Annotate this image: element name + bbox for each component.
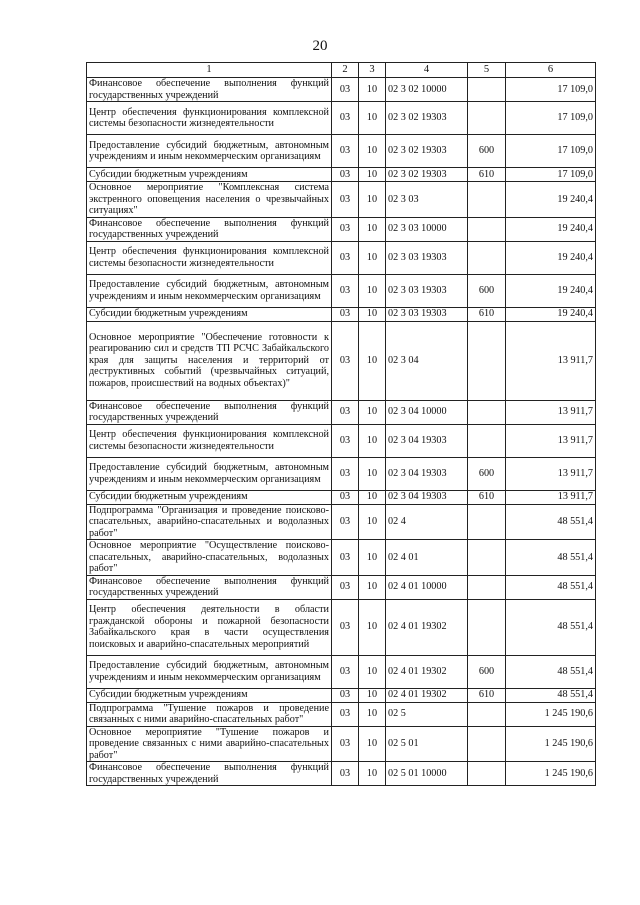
row-target-article: 02 3 03 bbox=[386, 182, 468, 218]
row-section: 03 bbox=[332, 688, 359, 702]
row-name: Субсидии бюджетным учреждениям bbox=[87, 168, 332, 182]
row-section: 03 bbox=[332, 504, 359, 540]
row-section: 03 bbox=[332, 321, 359, 400]
row-subsection: 10 bbox=[359, 424, 386, 457]
row-subsection: 10 bbox=[359, 540, 386, 576]
row-name: Финансовое обеспечение выполнения функций государственных учреждений bbox=[87, 762, 332, 786]
row-amount: 48 551,4 bbox=[506, 504, 596, 540]
header-col-4: 4 bbox=[386, 63, 468, 78]
row-subsection: 10 bbox=[359, 321, 386, 400]
row-section: 03 bbox=[332, 490, 359, 504]
row-subsection: 10 bbox=[359, 599, 386, 655]
row-amount: 48 551,4 bbox=[506, 655, 596, 688]
row-target-article: 02 4 01 bbox=[386, 540, 468, 576]
row-subsection: 10 bbox=[359, 168, 386, 182]
row-name: Центр обеспечения функционирования комплексной системы безопасности жизнедеятельности bbox=[87, 241, 332, 274]
row-section: 03 bbox=[332, 424, 359, 457]
row-subsection: 10 bbox=[359, 655, 386, 688]
row-section: 03 bbox=[332, 457, 359, 490]
table-row bbox=[87, 168, 596, 182]
row-name: Предоставление субсидий бюджетным, автономным учреждениям и иным некоммерческим организациям bbox=[87, 457, 332, 490]
row-amount: 17 109,0 bbox=[506, 135, 596, 168]
row-subsection: 10 bbox=[359, 702, 386, 726]
row-expense-type: 610 bbox=[468, 688, 506, 702]
row-expense-type bbox=[468, 762, 506, 786]
row-expense-type bbox=[468, 702, 506, 726]
table-row bbox=[87, 726, 596, 762]
row-expense-type: 600 bbox=[468, 655, 506, 688]
row-subsection: 10 bbox=[359, 78, 386, 102]
row-name: Основное мероприятие "Комплексная система экстренного оповещения населения о чрезвычайных ситуациях" bbox=[87, 182, 332, 218]
row-name: Финансовое обеспечение выполнения функций государственных учреждений bbox=[87, 217, 332, 241]
row-expense-type bbox=[468, 78, 506, 102]
header-col-2: 2 bbox=[332, 63, 359, 78]
row-section: 03 bbox=[332, 400, 359, 424]
row-amount: 13 911,7 bbox=[506, 457, 596, 490]
row-expense-type bbox=[468, 400, 506, 424]
table-row bbox=[87, 655, 596, 688]
row-expense-type bbox=[468, 241, 506, 274]
row-subsection: 10 bbox=[359, 274, 386, 307]
row-amount: 19 240,4 bbox=[506, 241, 596, 274]
row-amount: 48 551,4 bbox=[506, 540, 596, 576]
row-name: Предоставление субсидий бюджетным, автономным учреждениям и иным некоммерческим организациям bbox=[87, 655, 332, 688]
table-row bbox=[87, 490, 596, 504]
row-amount: 1 245 190,6 bbox=[506, 762, 596, 786]
row-name: Центр обеспечения деятельности в области гражданской обороны и пожарной безопасности Забайкальского края в части осуществления поисковых и аварийно-спасательных мероприятий bbox=[87, 599, 332, 655]
table-row bbox=[87, 688, 596, 702]
row-amount: 19 240,4 bbox=[506, 182, 596, 218]
row-target-article: 02 3 02 19303 bbox=[386, 102, 468, 135]
row-expense-type bbox=[468, 504, 506, 540]
row-section: 03 bbox=[332, 182, 359, 218]
row-subsection: 10 bbox=[359, 575, 386, 599]
row-target-article: 02 3 03 10000 bbox=[386, 217, 468, 241]
row-expense-type: 600 bbox=[468, 135, 506, 168]
row-name: Субсидии бюджетным учреждениям bbox=[87, 490, 332, 504]
row-subsection: 10 bbox=[359, 135, 386, 168]
table-row bbox=[87, 702, 596, 726]
row-section: 03 bbox=[332, 274, 359, 307]
row-amount: 48 551,4 bbox=[506, 599, 596, 655]
row-amount: 13 911,7 bbox=[506, 321, 596, 400]
page-number: 20 bbox=[312, 38, 328, 54]
row-target-article: 02 5 01 bbox=[386, 726, 468, 762]
row-section: 03 bbox=[332, 575, 359, 599]
table-row bbox=[87, 78, 596, 102]
row-amount: 19 240,4 bbox=[506, 217, 596, 241]
row-amount: 19 240,4 bbox=[506, 307, 596, 321]
table-row bbox=[87, 504, 596, 540]
row-expense-type bbox=[468, 182, 506, 218]
row-expense-type bbox=[468, 424, 506, 457]
row-section: 03 bbox=[332, 655, 359, 688]
row-target-article: 02 4 bbox=[386, 504, 468, 540]
table-row bbox=[87, 762, 596, 786]
row-name: Подпрограмма "Организация и проведение поисково-спасательных, аварийно-спасательных и водолазных работ" bbox=[87, 504, 332, 540]
row-expense-type: 610 bbox=[468, 307, 506, 321]
row-name: Субсидии бюджетным учреждениям bbox=[87, 688, 332, 702]
row-name: Основное мероприятие "Осуществление поисково-спасательных, аварийно-спасательных, водолазных работ" bbox=[87, 540, 332, 576]
row-name: Предоставление субсидий бюджетным, автономным учреждениям и иным некоммерческим организациям bbox=[87, 135, 332, 168]
row-target-article: 02 3 03 19303 bbox=[386, 307, 468, 321]
row-amount: 48 551,4 bbox=[506, 688, 596, 702]
row-name: Центр обеспечения функционирования комплексной системы безопасности жизнедеятельности bbox=[87, 424, 332, 457]
row-name: Основное мероприятие "Обеспечение готовности к реагированию сил и средств ТП РСЧС Забайкальского края для защиты населения и территорий от деструктивных событий (чрезвычайных ситуаций, пожаров, происшествий на водных объектах)" bbox=[87, 321, 332, 400]
row-section: 03 bbox=[332, 307, 359, 321]
row-target-article: 02 3 02 10000 bbox=[386, 78, 468, 102]
row-expense-type bbox=[468, 321, 506, 400]
row-section: 03 bbox=[332, 78, 359, 102]
row-subsection: 10 bbox=[359, 688, 386, 702]
table-row bbox=[87, 217, 596, 241]
header-row bbox=[87, 63, 596, 78]
row-subsection: 10 bbox=[359, 457, 386, 490]
row-name: Финансовое обеспечение выполнения функций государственных учреждений bbox=[87, 400, 332, 424]
table-row bbox=[87, 307, 596, 321]
header-col-1: 1 bbox=[87, 63, 332, 78]
row-target-article: 02 3 02 19303 bbox=[386, 135, 468, 168]
row-expense-type bbox=[468, 599, 506, 655]
row-subsection: 10 bbox=[359, 726, 386, 762]
row-subsection: 10 bbox=[359, 102, 386, 135]
row-amount: 13 911,7 bbox=[506, 424, 596, 457]
table-row bbox=[87, 575, 596, 599]
row-target-article: 02 4 01 19302 bbox=[386, 688, 468, 702]
table-row bbox=[87, 135, 596, 168]
row-target-article: 02 5 bbox=[386, 702, 468, 726]
row-target-article: 02 3 03 19303 bbox=[386, 241, 468, 274]
table-row bbox=[87, 424, 596, 457]
header-col-6: 6 bbox=[506, 63, 596, 78]
row-amount: 48 551,4 bbox=[506, 575, 596, 599]
row-target-article: 02 3 02 19303 bbox=[386, 168, 468, 182]
row-subsection: 10 bbox=[359, 490, 386, 504]
row-subsection: 10 bbox=[359, 307, 386, 321]
row-section: 03 bbox=[332, 726, 359, 762]
row-section: 03 bbox=[332, 599, 359, 655]
row-expense-type bbox=[468, 540, 506, 576]
row-subsection: 10 bbox=[359, 241, 386, 274]
row-section: 03 bbox=[332, 540, 359, 576]
row-subsection: 10 bbox=[359, 400, 386, 424]
row-amount: 13 911,7 bbox=[506, 490, 596, 504]
table-row bbox=[87, 457, 596, 490]
row-name: Основное мероприятие "Тушение пожаров и проведение связанных с ними аварийно-спасательных работ" bbox=[87, 726, 332, 762]
row-amount: 19 240,4 bbox=[506, 274, 596, 307]
row-target-article: 02 3 04 bbox=[386, 321, 468, 400]
row-name: Финансовое обеспечение выполнения функций государственных учреждений bbox=[87, 575, 332, 599]
row-target-article: 02 5 01 10000 bbox=[386, 762, 468, 786]
row-amount: 1 245 190,6 bbox=[506, 726, 596, 762]
row-amount: 13 911,7 bbox=[506, 400, 596, 424]
table-row bbox=[87, 400, 596, 424]
row-name: Подпрограмма "Тушение пожаров и проведение связанных с ними аварийно-спасательных работ" bbox=[87, 702, 332, 726]
row-section: 03 bbox=[332, 217, 359, 241]
row-amount: 17 109,0 bbox=[506, 102, 596, 135]
row-expense-type bbox=[468, 217, 506, 241]
budget-table bbox=[86, 62, 596, 786]
row-target-article: 02 3 04 19303 bbox=[386, 490, 468, 504]
table-row bbox=[87, 599, 596, 655]
row-target-article: 02 3 03 19303 bbox=[386, 274, 468, 307]
row-target-article: 02 4 01 10000 bbox=[386, 575, 468, 599]
row-target-article: 02 3 04 10000 bbox=[386, 400, 468, 424]
table-row bbox=[87, 540, 596, 576]
row-name: Центр обеспечения функционирования комплексной системы безопасности жизнедеятельности bbox=[87, 102, 332, 135]
row-section: 03 bbox=[332, 241, 359, 274]
table-row bbox=[87, 321, 596, 400]
row-target-article: 02 3 04 19303 bbox=[386, 424, 468, 457]
row-expense-type: 600 bbox=[468, 274, 506, 307]
row-section: 03 bbox=[332, 102, 359, 135]
row-target-article: 02 4 01 19302 bbox=[386, 599, 468, 655]
row-section: 03 bbox=[332, 168, 359, 182]
row-amount: 1 245 190,6 bbox=[506, 702, 596, 726]
row-expense-type bbox=[468, 575, 506, 599]
row-name: Субсидии бюджетным учреждениям bbox=[87, 307, 332, 321]
table-row bbox=[87, 241, 596, 274]
row-subsection: 10 bbox=[359, 504, 386, 540]
row-expense-type: 610 bbox=[468, 168, 506, 182]
row-subsection: 10 bbox=[359, 762, 386, 786]
table-row bbox=[87, 102, 596, 135]
header-col-3: 3 bbox=[359, 63, 386, 78]
header-col-5: 5 bbox=[468, 63, 506, 78]
row-expense-type: 610 bbox=[468, 490, 506, 504]
row-target-article: 02 4 01 19302 bbox=[386, 655, 468, 688]
row-section: 03 bbox=[332, 702, 359, 726]
row-target-article: 02 3 04 19303 bbox=[386, 457, 468, 490]
row-expense-type: 600 bbox=[468, 457, 506, 490]
row-expense-type bbox=[468, 102, 506, 135]
row-subsection: 10 bbox=[359, 217, 386, 241]
row-amount: 17 109,0 bbox=[506, 78, 596, 102]
row-section: 03 bbox=[332, 135, 359, 168]
row-name: Предоставление субсидий бюджетным, автономным учреждениям и иным некоммерческим организациям bbox=[87, 274, 332, 307]
row-expense-type bbox=[468, 726, 506, 762]
row-section: 03 bbox=[332, 762, 359, 786]
table-row bbox=[87, 274, 596, 307]
row-name: Финансовое обеспечение выполнения функций государственных учреждений bbox=[87, 78, 332, 102]
table-row bbox=[87, 182, 596, 218]
row-amount: 17 109,0 bbox=[506, 168, 596, 182]
row-subsection: 10 bbox=[359, 182, 386, 218]
